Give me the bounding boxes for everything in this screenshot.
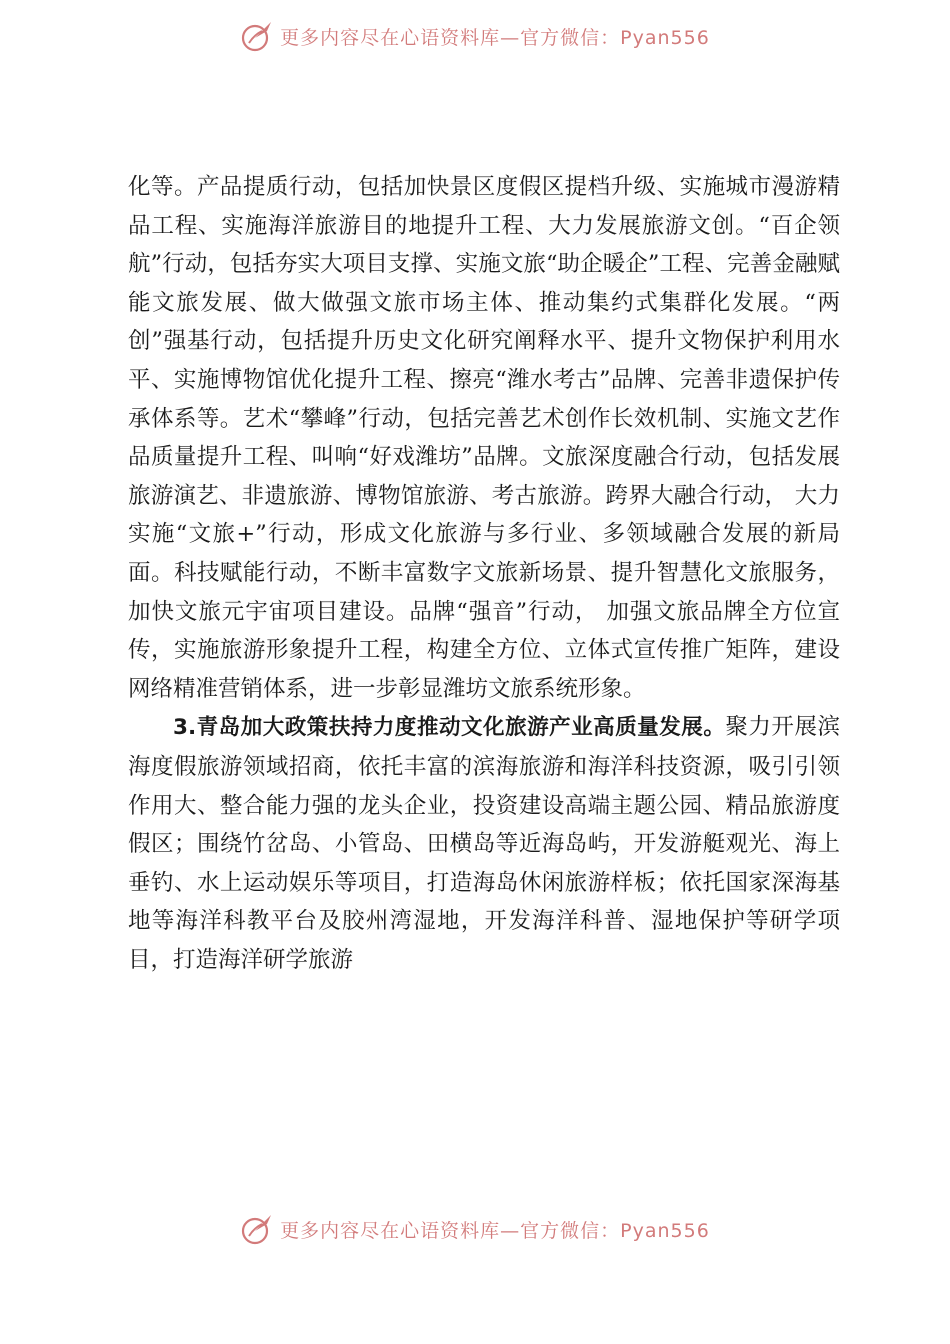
watermark-text: 更多内容尽在心语资料库—官方微信：Pyan556 <box>280 1219 710 1242</box>
paragraph-2 <box>128 708 840 979</box>
quill-logo-icon <box>240 1212 274 1246</box>
section-heading: 3.青岛加大政策扶持力度推动文化旅游产业高质量发展。 <box>173 715 726 741</box>
watermark-text: 更多内容尽在心语资料库—官方微信：Pyan556 <box>280 26 710 49</box>
watermark-header <box>0 16 950 56</box>
document-body <box>128 168 840 979</box>
paragraph-1: 化等。产品提质行动，包括加快景区度假区提档升级、实施城市漫游精品工程、实施海洋旅游目的地提升工程、大力发展旅游文创。“百企领航”行动，包括夯实大项目支撑、实施文旅“助企暖企”工程、完善金融赋能文旅发展、做大做强文旅市场主体、推动集约式集群化发展。“两创”强基行动，包括提升历史文化研究阐释水平、提升文物保护利用水平、实施博物馆优化提升工程、擦亮“潍水考古”品牌、完善非遗保护传承体系等。艺术“攀峰”行动，包括完善艺术创作长效机制、实施文艺作品质量提升工程、叫响“好戏潍坊”品牌。文旅深度融合行动，包括发展旅游演艺、非遗旅游、博物馆旅游、考古旅游。跨界大融合行动， 大力实施“文旅+”行动，形成文化旅游与多行业、多领域融合发展的新局面。科技赋能行动，不断丰富数字文旅新场景、提升智慧化文旅服务，加快文旅元宇宙项目建设。品牌“强音”行动， 加强文旅品牌全方位宣传，实施旅游形象提升工程，构建全方位、立体式宣传推广矩阵，建设网络精准营销体系，进一步彰显潍坊文旅系统形象。 <box>128 174 840 702</box>
paragraph-2-text: 聚力开展滨海度假旅游领域招商，依托丰富的滨海旅游和海洋科技资源，吸引引领作用大、整合能力强的龙头企业，投资建设高端主题公园、精品旅游度假区；围绕竹岔岛、小管岛、田横岛等近海岛屿，开发游艇观光、海上垂钓、水上运动娱乐等项目，打造海岛休闲旅游样板；依托国家深海基地等海洋科教平台及胶州湾湿地，开发海洋科普、湿地保护等研学项目，打造海洋研学旅游 <box>128 714 840 973</box>
quill-logo-icon <box>240 19 274 53</box>
watermark-footer <box>0 1209 950 1249</box>
